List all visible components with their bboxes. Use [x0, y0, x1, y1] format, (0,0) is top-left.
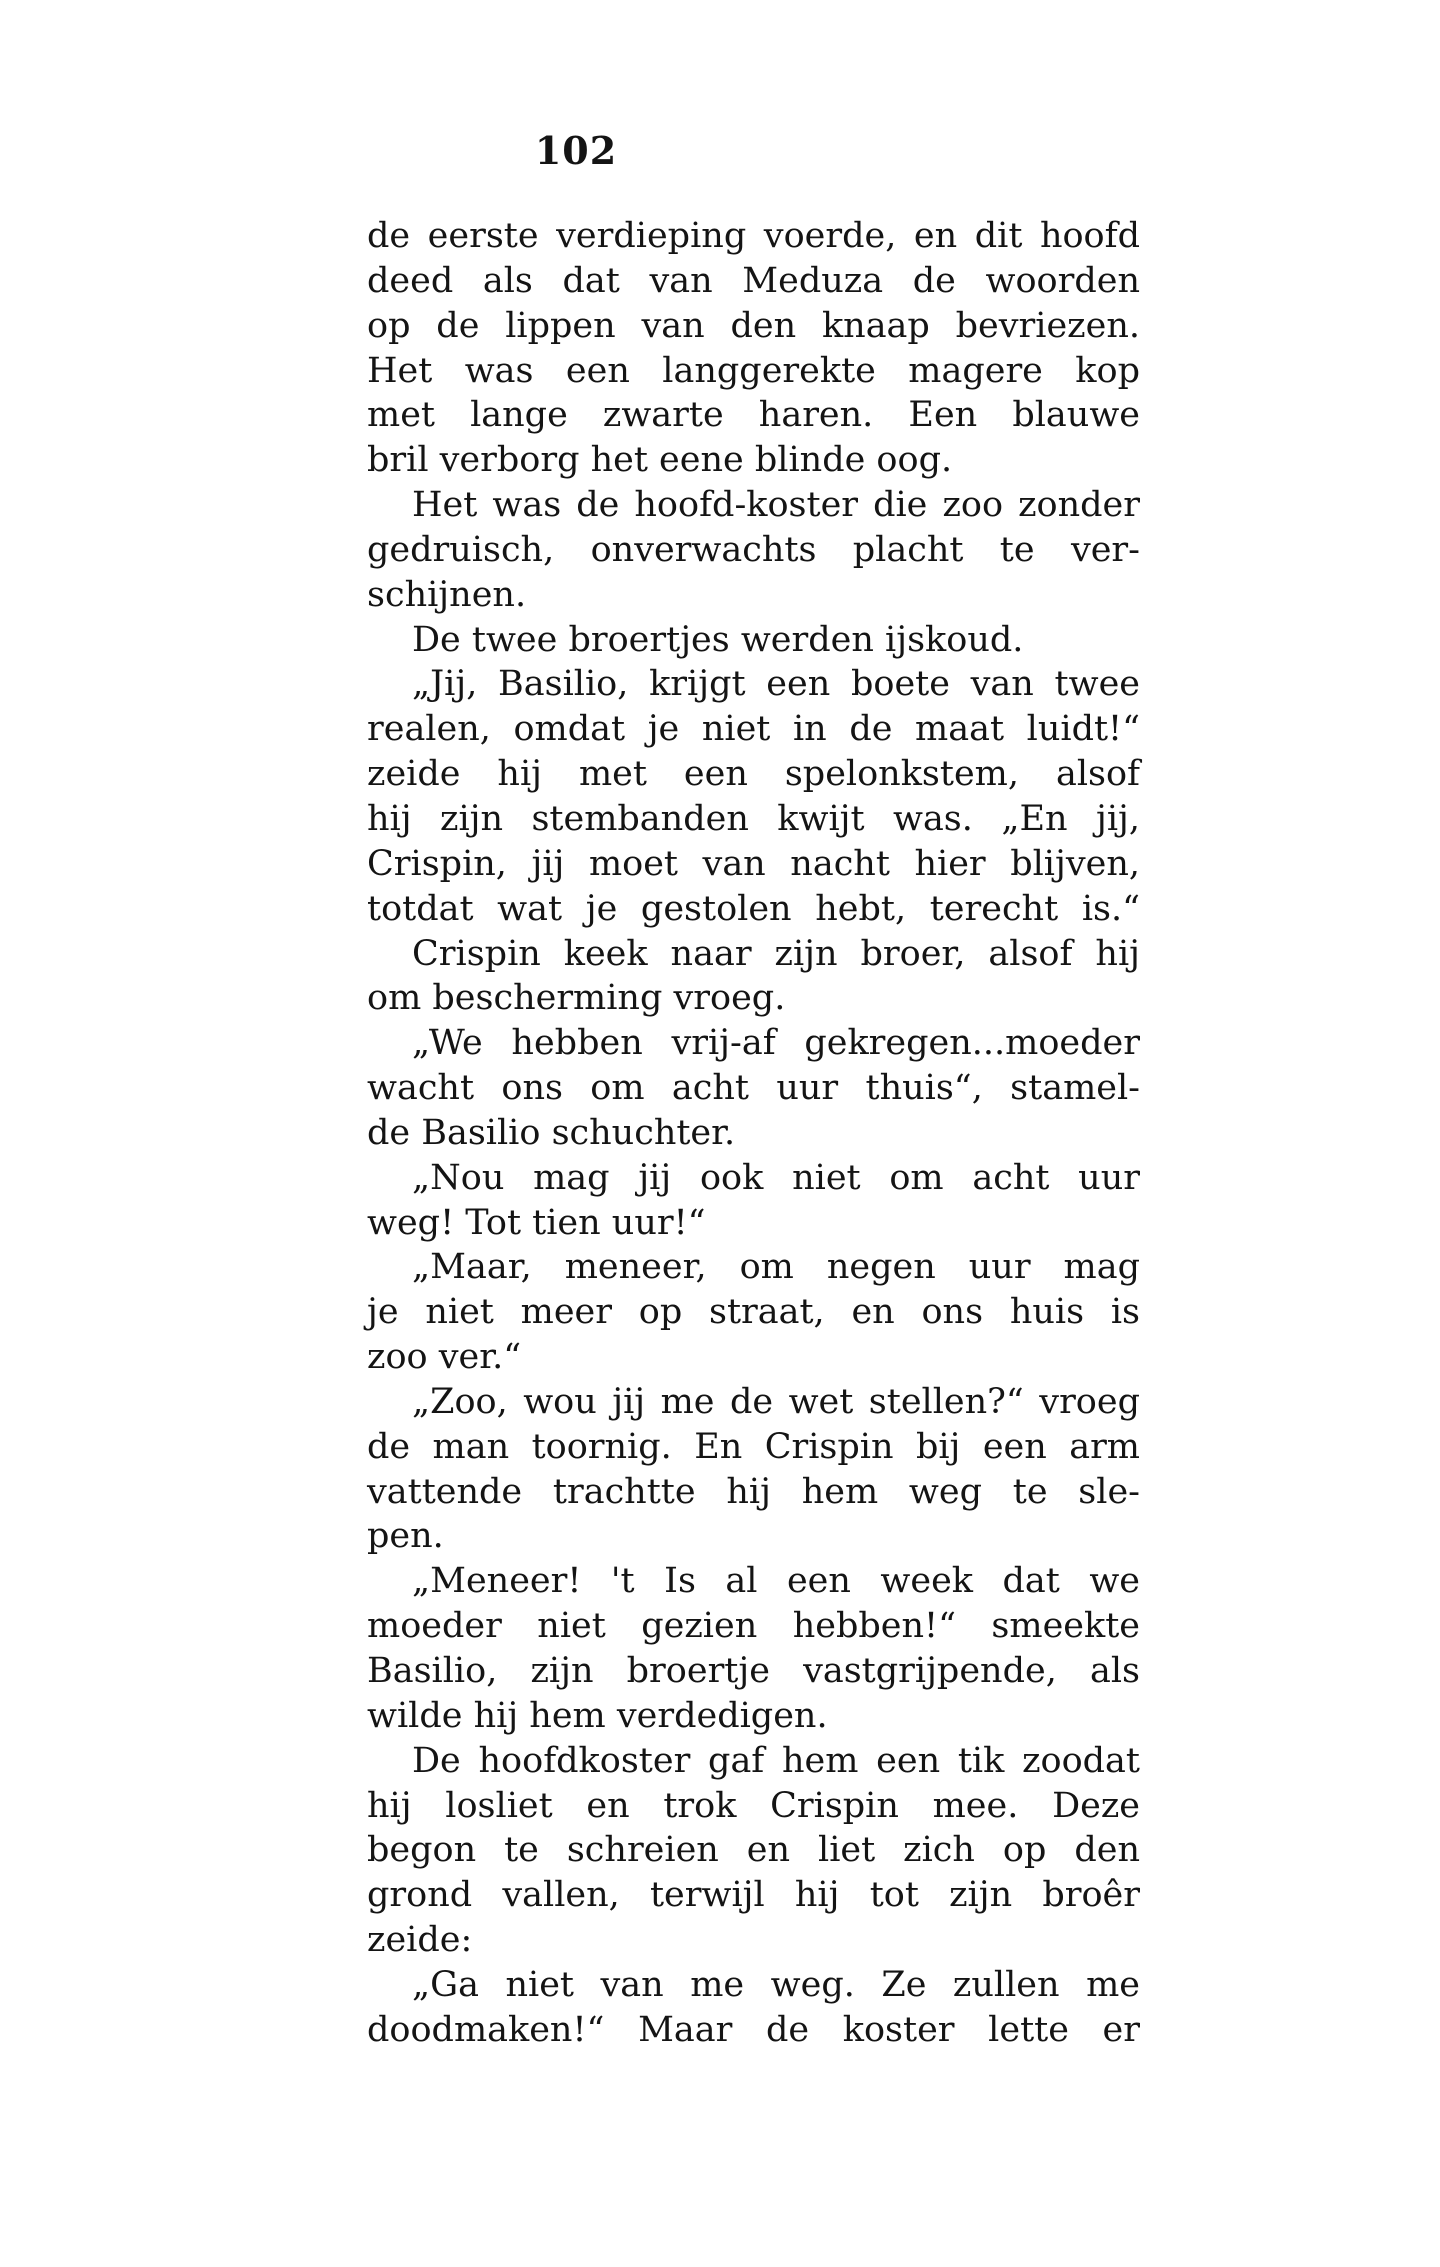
- text-line: De twee broertjes werden ijskoud.: [412, 619, 1024, 660]
- text-line: weg! Tot tien uur!“: [367, 1202, 706, 1243]
- text-line: vattende trachtte hij hem weg te sle-: [367, 1471, 1140, 1512]
- paragraph: [367, 932, 1140, 1022]
- text-line: hij zijn stembanden kwijt was. „En jij,: [367, 798, 1140, 839]
- text-line: begon te schreien en liet zich op den: [367, 1830, 1140, 1871]
- text-line: Het was een langgerekte magere kop: [367, 350, 1140, 391]
- paragraph: [367, 662, 1140, 931]
- paragraph: [367, 618, 1140, 663]
- text-line: op de lippen van den knaap bevriezen.: [367, 305, 1140, 346]
- text-line: je niet meer op straat, en ons huis is: [367, 1292, 1140, 1333]
- paragraph: [367, 483, 1140, 618]
- text-line: de Basilio schuchter.: [367, 1112, 736, 1153]
- text-line: „Zoo, wou jij me de wet stellen?“ vroeg: [412, 1381, 1140, 1422]
- text-line: Crispin keek naar zijn broer, alsof hij: [412, 933, 1140, 974]
- text-line: zeide hij met een spelonkstem, alsof: [367, 754, 1140, 795]
- text-line: de man toornig. En Crispin bij een arm: [367, 1426, 1140, 1467]
- text-line: wilde hij hem verdedigen.: [367, 1695, 828, 1736]
- text-line: grond vallen, terwijl hij tot zijn broêr: [367, 1875, 1140, 1916]
- text-line: om bescherming vroeg.: [367, 978, 786, 1019]
- text-line: „Maar, meneer, om negen uur mag: [412, 1247, 1140, 1288]
- text-line: hij losliet en trok Crispin mee. Deze: [367, 1785, 1140, 1826]
- text-line: „Nou mag jij ook niet om acht uur: [412, 1157, 1140, 1198]
- paragraph: [367, 1156, 1140, 1246]
- text-line: zoo ver.“: [367, 1337, 522, 1378]
- text-line: totdat wat je gestolen hebt, terecht is.“: [367, 888, 1140, 929]
- text-line: Basilio, zijn broertje vastgrijpende, als: [367, 1651, 1140, 1691]
- text-line: bril verborg het eene blinde oog.: [367, 440, 953, 481]
- text-line: Crispin, jij moet van nacht hier blijven,: [367, 843, 1140, 884]
- text-line: moeder niet gezien hebben!“ smeekte: [367, 1606, 1140, 1647]
- text-line: „Meneer! 't Is al een week dat we: [412, 1561, 1140, 1602]
- text-line: realen, omdat je niet in de maat luidt!“: [367, 709, 1140, 750]
- body-text: [367, 214, 1140, 2053]
- paragraph: [367, 214, 1140, 483]
- text-line: gedruisch, onverwachts placht te ver-: [367, 529, 1140, 570]
- text-line: „We hebben vrij-af gekregen...moeder: [412, 1023, 1140, 1064]
- text-line: Het was de hoofd-koster die zoo zonder: [412, 485, 1140, 526]
- paragraph: [367, 1739, 1140, 1963]
- text-line: deed als dat van Meduza de woorden: [367, 260, 1140, 301]
- paragraph: [367, 1021, 1140, 1156]
- text-line: met lange zwarte haren. Een blauwe: [367, 395, 1140, 436]
- text-line: „Jij, Basilio, krijgt een boete van twee: [412, 664, 1140, 705]
- text-line: doodmaken!“ Maar de koster lette er: [367, 2009, 1140, 2050]
- paragraph: [367, 1245, 1140, 1380]
- page-number: 102: [534, 128, 618, 173]
- text-line: zeide:: [367, 1920, 473, 1961]
- text-line: schijnen.: [367, 574, 527, 615]
- paragraph: [367, 1559, 1140, 1738]
- text-line: pen.: [367, 1516, 444, 1557]
- paragraph: [367, 1380, 1140, 1559]
- paragraph: [367, 1963, 1140, 2053]
- text-line: de eerste verdieping voerde, en dit hoofd: [367, 216, 1140, 256]
- text-line: wacht ons om acht uur thuis“, stamel-: [367, 1068, 1140, 1109]
- text-line: De hoofdkoster gaf hem een tik zoodat: [412, 1740, 1140, 1781]
- text-line: „Ga niet van me weg. Ze zullen me: [412, 1964, 1140, 2005]
